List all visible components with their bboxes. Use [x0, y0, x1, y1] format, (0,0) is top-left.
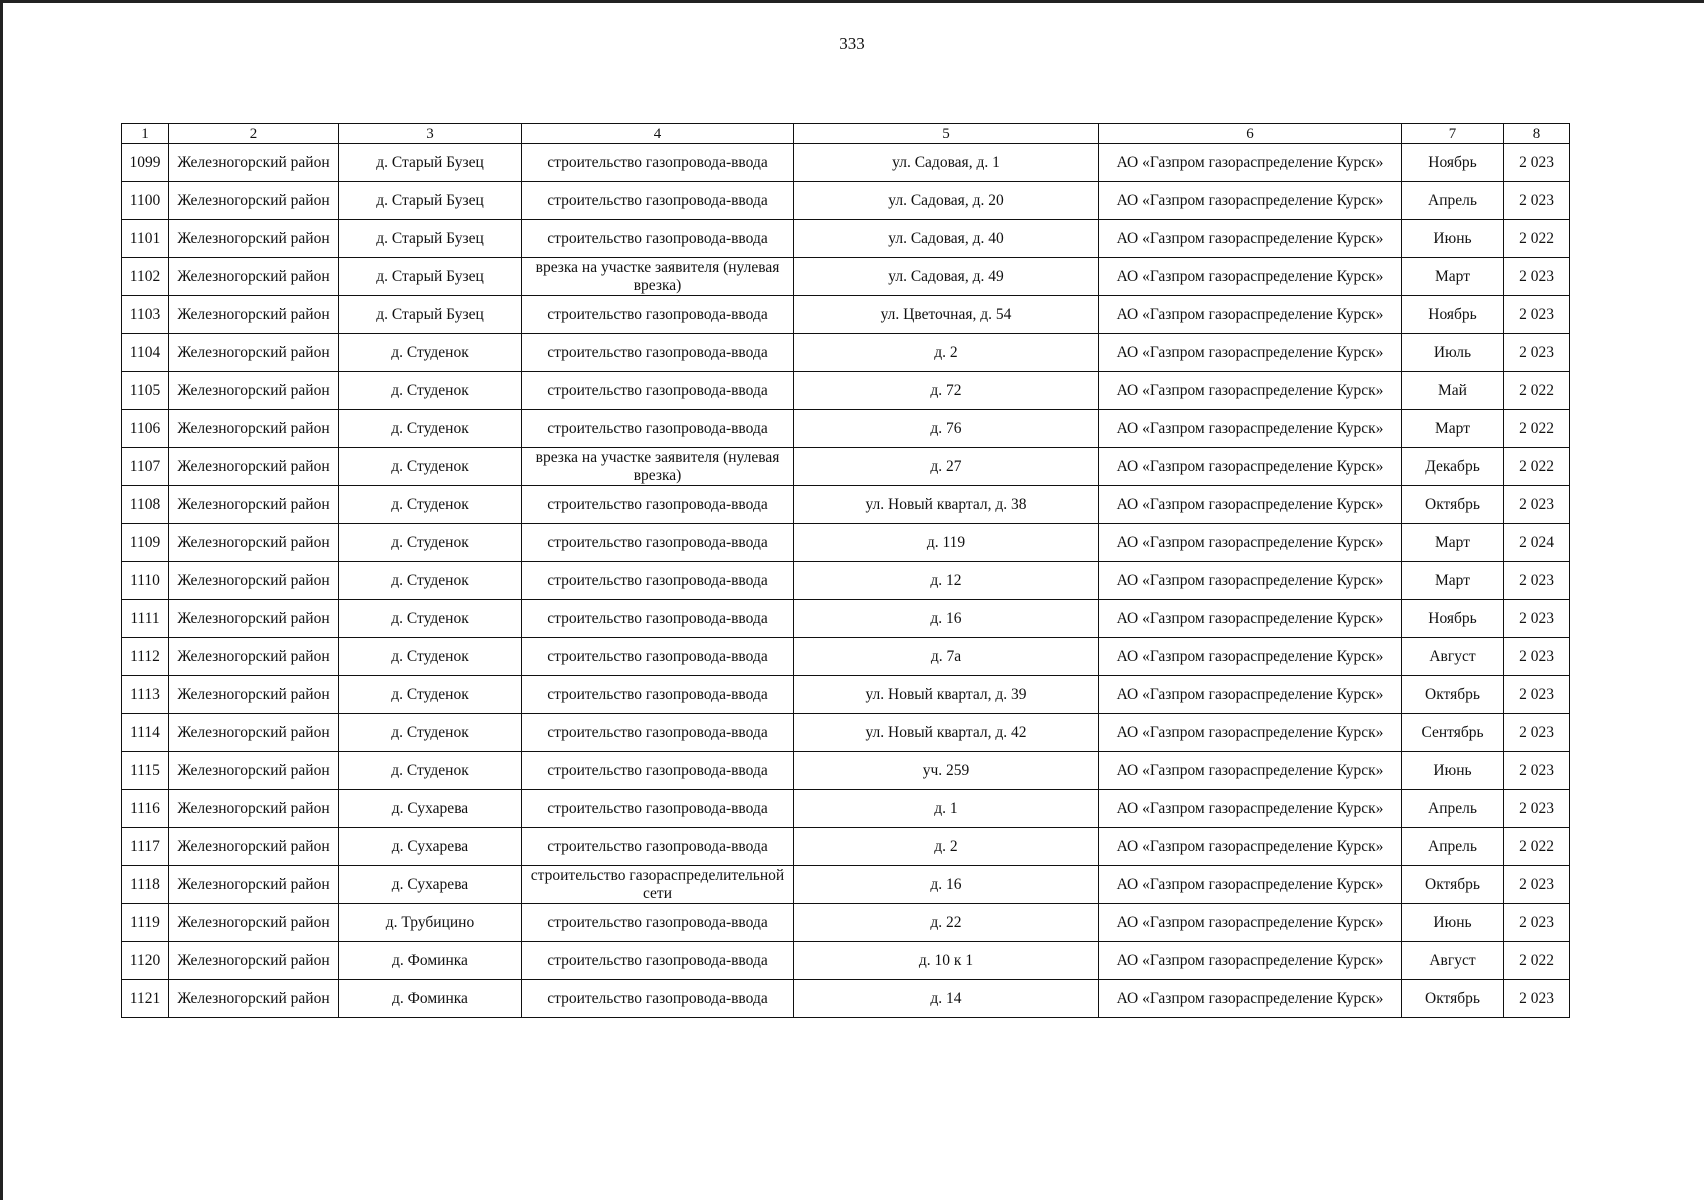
year-cell: 2 023 — [1504, 182, 1570, 220]
locality-cell: д. Студенок — [339, 752, 522, 790]
month-cell: Апрель — [1402, 182, 1504, 220]
organization-cell: АО «Газпром газораспределение Курск» — [1099, 372, 1402, 410]
month-cell: Декабрь — [1402, 448, 1504, 486]
address-cell: д. 16 — [794, 600, 1099, 638]
locality-cell: д. Студенок — [339, 372, 522, 410]
page-number: 333 — [839, 34, 865, 53]
table-row — [122, 144, 1570, 182]
organization-cell: АО «Газпром газораспределение Курск» — [1099, 904, 1402, 942]
locality-cell: д. Студенок — [339, 486, 522, 524]
scan-border-left — [0, 0, 3, 1200]
year-cell: 2 023 — [1504, 334, 1570, 372]
organization-cell: АО «Газпром газораспределение Курск» — [1099, 714, 1402, 752]
work-type-cell: строительство газопровода-ввода — [522, 676, 794, 714]
col-header: 7 — [1402, 124, 1504, 144]
table-row — [122, 524, 1570, 562]
work-type-cell: строительство газопровода-ввода — [522, 714, 794, 752]
address-cell: д. 2 — [794, 828, 1099, 866]
organization-cell: АО «Газпром газораспределение Курск» — [1099, 296, 1402, 334]
month-cell: Июнь — [1402, 752, 1504, 790]
table-row — [122, 182, 1570, 220]
district-cell: Железногорский район — [169, 220, 339, 258]
year-cell: 2 023 — [1504, 296, 1570, 334]
work-type-cell: строительство газопровода-ввода — [522, 486, 794, 524]
row-number-cell: 1103 — [122, 296, 169, 334]
organization-cell: АО «Газпром газораспределение Курск» — [1099, 448, 1402, 486]
district-cell: Железногорский район — [169, 524, 339, 562]
work-type-cell: строительство газопровода-ввода — [522, 828, 794, 866]
organization-cell: АО «Газпром газораспределение Курск» — [1099, 676, 1402, 714]
district-cell: Железногорский район — [169, 676, 339, 714]
table-row — [122, 296, 1570, 334]
col-header: 8 — [1504, 124, 1570, 144]
work-type-cell: строительство газопровода-ввода — [522, 790, 794, 828]
header-row — [122, 124, 1570, 144]
year-cell: 2 024 — [1504, 524, 1570, 562]
month-cell: Октябрь — [1402, 486, 1504, 524]
organization-cell: АО «Газпром газораспределение Курск» — [1099, 942, 1402, 980]
table-row — [122, 714, 1570, 752]
table-row — [122, 372, 1570, 410]
address-cell: ул. Садовая, д. 49 — [794, 258, 1099, 296]
scan-border-top — [0, 0, 1704, 3]
locality-cell: д. Сухарева — [339, 866, 522, 904]
year-cell: 2 023 — [1504, 600, 1570, 638]
row-number-cell: 1105 — [122, 372, 169, 410]
year-cell: 2 023 — [1504, 562, 1570, 600]
gasification-schedule-table — [121, 123, 1570, 1018]
table-row — [122, 220, 1570, 258]
year-cell: 2 023 — [1504, 714, 1570, 752]
year-cell: 2 023 — [1504, 676, 1570, 714]
month-cell: Апрель — [1402, 828, 1504, 866]
month-cell: Март — [1402, 562, 1504, 600]
district-cell: Железногорский район — [169, 980, 339, 1018]
address-cell: ул. Садовая, д. 1 — [794, 144, 1099, 182]
month-cell: Июль — [1402, 334, 1504, 372]
month-cell: Август — [1402, 638, 1504, 676]
address-cell: д. 12 — [794, 562, 1099, 600]
locality-cell: д. Студенок — [339, 676, 522, 714]
year-cell: 2 023 — [1504, 144, 1570, 182]
work-type-cell: врезка на участке заявителя (нулевая врезка) — [522, 258, 794, 296]
table-row — [122, 866, 1570, 904]
organization-cell: АО «Газпром газораспределение Курск» — [1099, 980, 1402, 1018]
month-cell: Ноябрь — [1402, 600, 1504, 638]
row-number-cell: 1113 — [122, 676, 169, 714]
table-row — [122, 752, 1570, 790]
work-type-cell: строительство газопровода-ввода — [522, 980, 794, 1018]
address-cell: ул. Новый квартал, д. 38 — [794, 486, 1099, 524]
table-row — [122, 486, 1570, 524]
district-cell: Железногорский район — [169, 334, 339, 372]
month-cell: Ноябрь — [1402, 144, 1504, 182]
district-cell: Железногорский район — [169, 866, 339, 904]
district-cell: Железногорский район — [169, 486, 339, 524]
row-number-cell: 1118 — [122, 866, 169, 904]
work-type-cell: строительство газопровода-ввода — [522, 372, 794, 410]
row-number-cell: 1116 — [122, 790, 169, 828]
district-cell: Железногорский район — [169, 410, 339, 448]
address-cell: д. 14 — [794, 980, 1099, 1018]
address-cell: ул. Садовая, д. 20 — [794, 182, 1099, 220]
work-type-cell: врезка на участке заявителя (нулевая врезка) — [522, 448, 794, 486]
month-cell: Сентябрь — [1402, 714, 1504, 752]
organization-cell: АО «Газпром газораспределение Курск» — [1099, 144, 1402, 182]
organization-cell: АО «Газпром газораспределение Курск» — [1099, 828, 1402, 866]
organization-cell: АО «Газпром газораспределение Курск» — [1099, 258, 1402, 296]
organization-cell: АО «Газпром газораспределение Курск» — [1099, 220, 1402, 258]
organization-cell: АО «Газпром газораспределение Курск» — [1099, 600, 1402, 638]
address-cell: д. 7а — [794, 638, 1099, 676]
district-cell: Железногорский район — [169, 144, 339, 182]
work-type-cell: строительство газопровода-ввода — [522, 220, 794, 258]
work-type-cell: строительство газопровода-ввода — [522, 296, 794, 334]
district-cell: Железногорский район — [169, 182, 339, 220]
table-row — [122, 904, 1570, 942]
row-number-cell: 1104 — [122, 334, 169, 372]
organization-cell: АО «Газпром газораспределение Курск» — [1099, 334, 1402, 372]
month-cell: Октябрь — [1402, 980, 1504, 1018]
locality-cell: д. Студенок — [339, 334, 522, 372]
year-cell: 2 023 — [1504, 258, 1570, 296]
year-cell: 2 023 — [1504, 980, 1570, 1018]
address-cell: д. 2 — [794, 334, 1099, 372]
district-cell: Железногорский район — [169, 752, 339, 790]
work-type-cell: строительство газопровода-ввода — [522, 562, 794, 600]
year-cell: 2 022 — [1504, 220, 1570, 258]
locality-cell: д. Старый Бузец — [339, 220, 522, 258]
address-cell: д. 10 к 1 — [794, 942, 1099, 980]
col-header: 2 — [169, 124, 339, 144]
district-cell: Железногорский район — [169, 790, 339, 828]
locality-cell: д. Старый Бузец — [339, 144, 522, 182]
year-cell: 2 022 — [1504, 828, 1570, 866]
organization-cell: АО «Газпром газораспределение Курск» — [1099, 524, 1402, 562]
work-type-cell: строительство газопровода-ввода — [522, 904, 794, 942]
table-row — [122, 334, 1570, 372]
work-type-cell: строительство газопровода-ввода — [522, 524, 794, 562]
address-cell: ул. Садовая, д. 40 — [794, 220, 1099, 258]
month-cell: Октябрь — [1402, 866, 1504, 904]
row-number-cell: 1099 — [122, 144, 169, 182]
locality-cell: д. Студенок — [339, 562, 522, 600]
work-type-cell: строительство газопровода-ввода — [522, 334, 794, 372]
row-number-cell: 1107 — [122, 448, 169, 486]
row-number-cell: 1120 — [122, 942, 169, 980]
district-cell: Железногорский район — [169, 258, 339, 296]
address-cell: д. 76 — [794, 410, 1099, 448]
locality-cell: д. Трубицино — [339, 904, 522, 942]
organization-cell: АО «Газпром газораспределение Курск» — [1099, 790, 1402, 828]
table-row — [122, 448, 1570, 486]
locality-cell: д. Фоминка — [339, 942, 522, 980]
year-cell: 2 022 — [1504, 942, 1570, 980]
row-number-cell: 1115 — [122, 752, 169, 790]
month-cell: Июнь — [1402, 220, 1504, 258]
locality-cell: д. Студенок — [339, 714, 522, 752]
col-header: 4 — [522, 124, 794, 144]
locality-cell: д. Студенок — [339, 448, 522, 486]
year-cell: 2 022 — [1504, 372, 1570, 410]
work-type-cell: строительство газопровода-ввода — [522, 182, 794, 220]
col-header: 3 — [339, 124, 522, 144]
table-row — [122, 980, 1570, 1018]
district-cell: Железногорский район — [169, 638, 339, 676]
month-cell: Июнь — [1402, 904, 1504, 942]
locality-cell: д. Студенок — [339, 600, 522, 638]
month-cell: Март — [1402, 524, 1504, 562]
year-cell: 2 023 — [1504, 790, 1570, 828]
month-cell: Август — [1402, 942, 1504, 980]
address-cell: д. 22 — [794, 904, 1099, 942]
table-body — [122, 144, 1570, 1018]
row-number-cell: 1100 — [122, 182, 169, 220]
month-cell: Октябрь — [1402, 676, 1504, 714]
district-cell: Железногорский район — [169, 600, 339, 638]
year-cell: 2 023 — [1504, 904, 1570, 942]
row-number-cell: 1106 — [122, 410, 169, 448]
locality-cell: д. Фоминка — [339, 980, 522, 1018]
work-type-cell: строительство газораспределительной сети — [522, 866, 794, 904]
year-cell: 2 022 — [1504, 448, 1570, 486]
locality-cell: д. Старый Бузец — [339, 296, 522, 334]
district-cell: Железногорский район — [169, 714, 339, 752]
work-type-cell: строительство газопровода-ввода — [522, 144, 794, 182]
table-row — [122, 676, 1570, 714]
organization-cell: АО «Газпром газораспределение Курск» — [1099, 562, 1402, 600]
table-row — [122, 828, 1570, 866]
table-row — [122, 562, 1570, 600]
organization-cell: АО «Газпром газораспределение Курск» — [1099, 410, 1402, 448]
locality-cell: д. Студенок — [339, 638, 522, 676]
row-number-cell: 1110 — [122, 562, 169, 600]
locality-cell: д. Студенок — [339, 410, 522, 448]
address-cell: ул. Цветочная, д. 54 — [794, 296, 1099, 334]
organization-cell: АО «Газпром газораспределение Курск» — [1099, 752, 1402, 790]
col-header: 1 — [122, 124, 169, 144]
month-cell: Май — [1402, 372, 1504, 410]
district-cell: Железногорский район — [169, 942, 339, 980]
organization-cell: АО «Газпром газораспределение Курск» — [1099, 638, 1402, 676]
address-cell: ул. Новый квартал, д. 39 — [794, 676, 1099, 714]
table-row — [122, 638, 1570, 676]
organization-cell: АО «Газпром газораспределение Курск» — [1099, 866, 1402, 904]
row-number-cell: 1102 — [122, 258, 169, 296]
locality-cell: д. Сухарева — [339, 828, 522, 866]
address-cell: д. 27 — [794, 448, 1099, 486]
locality-cell: д. Старый Бузец — [339, 182, 522, 220]
table-row — [122, 410, 1570, 448]
district-cell: Железногорский район — [169, 296, 339, 334]
district-cell: Железногорский район — [169, 372, 339, 410]
row-number-cell: 1117 — [122, 828, 169, 866]
year-cell: 2 022 — [1504, 410, 1570, 448]
row-number-cell: 1112 — [122, 638, 169, 676]
month-cell: Ноябрь — [1402, 296, 1504, 334]
work-type-cell: строительство газопровода-ввода — [522, 410, 794, 448]
table-row — [122, 258, 1570, 296]
row-number-cell: 1111 — [122, 600, 169, 638]
address-cell: ул. Новый квартал, д. 42 — [794, 714, 1099, 752]
row-number-cell: 1114 — [122, 714, 169, 752]
month-cell: Апрель — [1402, 790, 1504, 828]
district-cell: Железногорский район — [169, 448, 339, 486]
row-number-cell: 1121 — [122, 980, 169, 1018]
row-number-cell: 1108 — [122, 486, 169, 524]
locality-cell: д. Сухарева — [339, 790, 522, 828]
year-cell: 2 023 — [1504, 752, 1570, 790]
row-number-cell: 1101 — [122, 220, 169, 258]
month-cell: Март — [1402, 258, 1504, 296]
organization-cell: АО «Газпром газораспределение Курск» — [1099, 182, 1402, 220]
locality-cell: д. Студенок — [339, 524, 522, 562]
col-header: 6 — [1099, 124, 1402, 144]
work-type-cell: строительство газопровода-ввода — [522, 638, 794, 676]
year-cell: 2 023 — [1504, 638, 1570, 676]
row-number-cell: 1109 — [122, 524, 169, 562]
work-type-cell: строительство газопровода-ввода — [522, 942, 794, 980]
table-row — [122, 790, 1570, 828]
district-cell: Железногорский район — [169, 562, 339, 600]
col-header: 5 — [794, 124, 1099, 144]
address-cell: д. 1 — [794, 790, 1099, 828]
year-cell: 2 023 — [1504, 866, 1570, 904]
district-cell: Железногорский район — [169, 828, 339, 866]
table-row — [122, 942, 1570, 980]
work-type-cell: строительство газопровода-ввода — [522, 600, 794, 638]
district-cell: Железногорский район — [169, 904, 339, 942]
address-cell: д. 119 — [794, 524, 1099, 562]
row-number-cell: 1119 — [122, 904, 169, 942]
month-cell: Март — [1402, 410, 1504, 448]
locality-cell: д. Старый Бузец — [339, 258, 522, 296]
table-row — [122, 600, 1570, 638]
address-cell: д. 16 — [794, 866, 1099, 904]
work-type-cell: строительство газопровода-ввода — [522, 752, 794, 790]
organization-cell: АО «Газпром газораспределение Курск» — [1099, 486, 1402, 524]
address-cell: д. 72 — [794, 372, 1099, 410]
address-cell: уч. 259 — [794, 752, 1099, 790]
year-cell: 2 023 — [1504, 486, 1570, 524]
